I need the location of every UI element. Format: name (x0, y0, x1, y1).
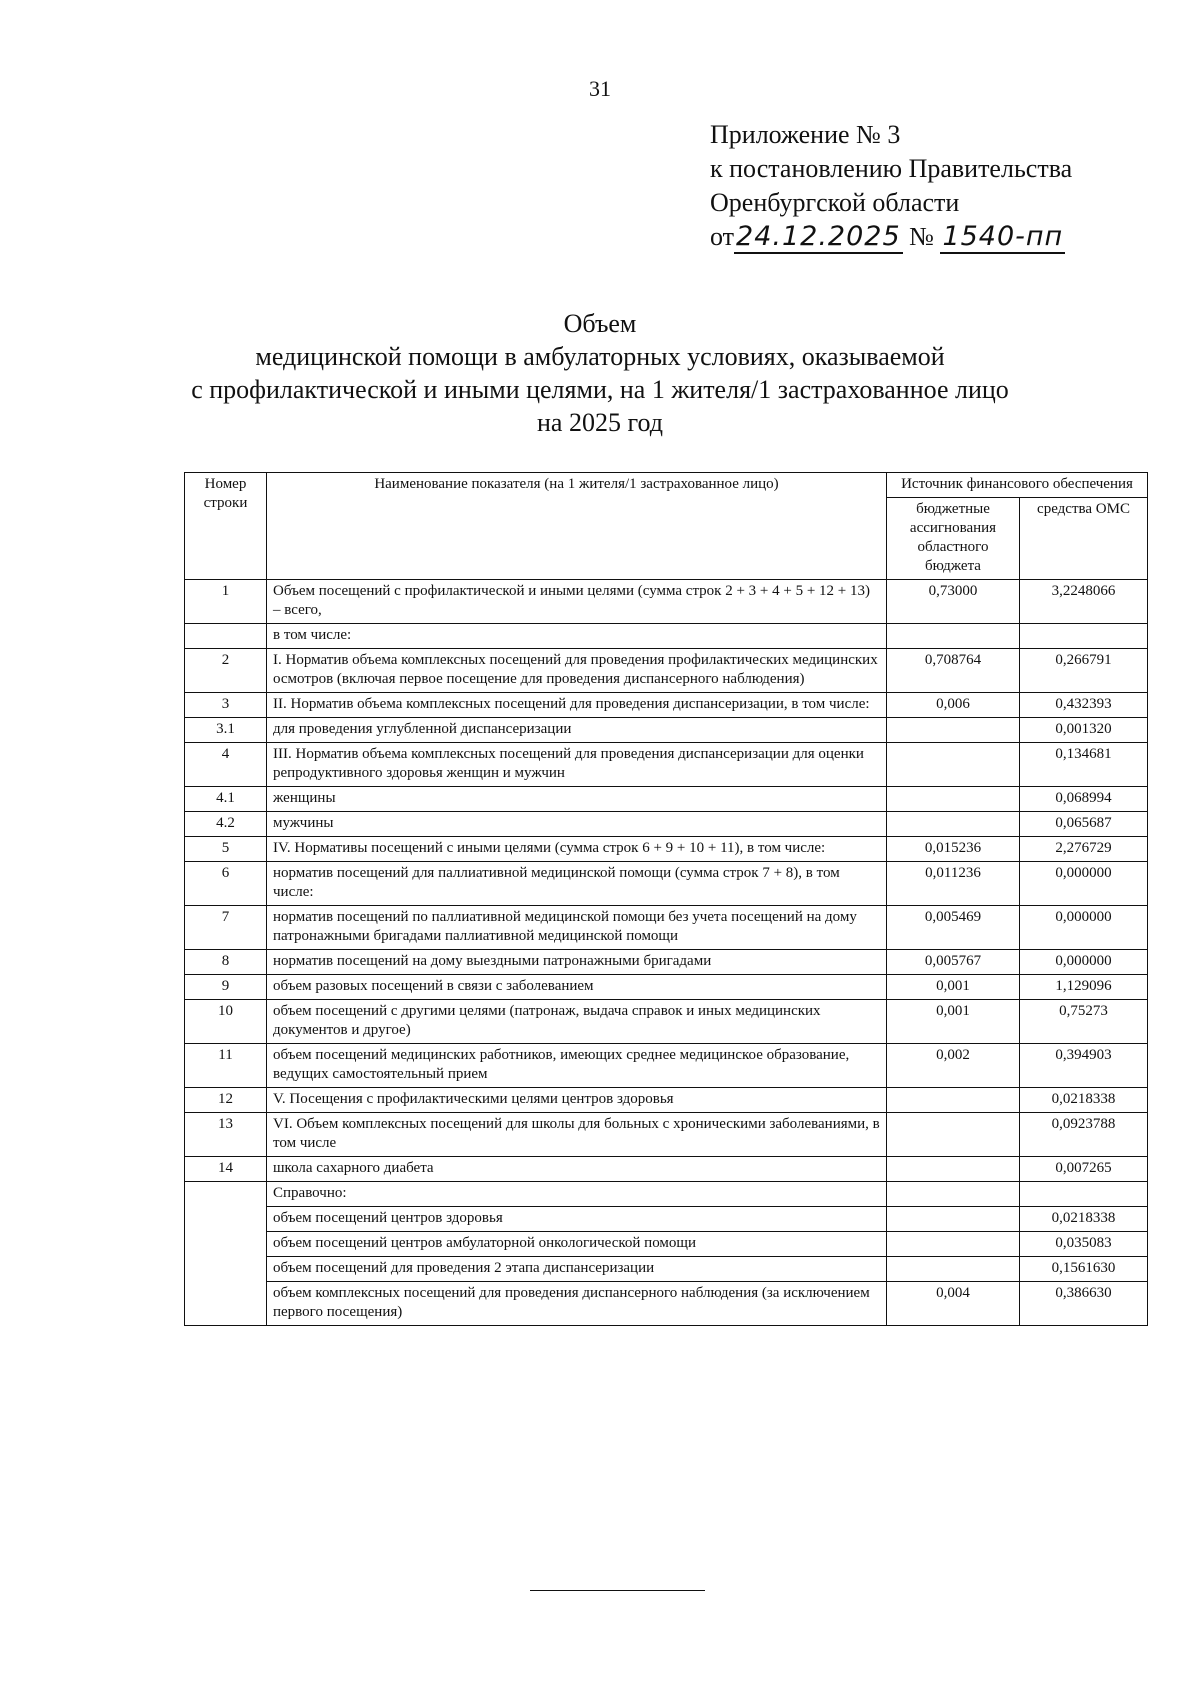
oms-cell: 0,065687 (1020, 812, 1148, 837)
budget-cell (887, 718, 1020, 743)
oms-cell: 0,000000 (1020, 862, 1148, 906)
table-row (185, 1088, 1148, 1113)
row-number-cell: 7 (185, 906, 267, 950)
oms-cell: 3,2248066 (1020, 580, 1148, 624)
table-row (185, 1044, 1148, 1088)
row-number-cell (185, 624, 267, 649)
oms-cell (1020, 624, 1148, 649)
budget-cell (887, 743, 1020, 787)
budget-cell (887, 1113, 1020, 1157)
table-row (185, 718, 1148, 743)
row-number-cell: 5 (185, 837, 267, 862)
budget-cell: 0,004 (887, 1282, 1020, 1326)
budget-cell (887, 1182, 1020, 1207)
indicator-cell: школа сахарного диабета (267, 1157, 887, 1182)
row-number-cell: 14 (185, 1157, 267, 1182)
indicator-cell: II. Норматив объема комплексных посещений для проведения диспансеризации, в том числе: (267, 693, 887, 718)
indicator-cell: III. Норматив объема комплексных посещений для проведения диспансеризации для оценки репродуктивного здоровья женщин и мужчин (267, 743, 887, 787)
row-number-cell: 4.2 (185, 812, 267, 837)
budget-cell (887, 787, 1020, 812)
indicator-cell: VI. Объем комплексных посещений для школы для больных с хроническими заболеваниями, в том числе (267, 1113, 887, 1157)
appendix-region: Оренбургской области (710, 188, 960, 217)
oms-cell: 0,394903 (1020, 1044, 1148, 1088)
oms-cell: 0,386630 (1020, 1282, 1148, 1326)
budget-cell: 0,011236 (887, 862, 1020, 906)
reference-row (185, 1232, 1148, 1257)
oms-cell: 0,000000 (1020, 906, 1148, 950)
table-body (185, 580, 1148, 1326)
indicator-cell: объем комплексных посещений для проведения диспансерного наблюдения (за исключением первого посещения) (267, 1282, 887, 1326)
date-prefix: от (710, 222, 735, 251)
handwritten-number: 1540-пп (942, 221, 1064, 252)
oms-cell: 0,068994 (1020, 787, 1148, 812)
indicator-cell: для проведения углубленной диспансеризации (267, 718, 887, 743)
budget-cell (887, 1257, 1020, 1282)
table-row (185, 1000, 1148, 1044)
indicator-cell: мужчины (267, 812, 887, 837)
indicator-cell: объем посещений с другими целями (патронаж, выдача справок и иных медицинских документов и другое) (267, 1000, 887, 1044)
oms-cell: 0,266791 (1020, 649, 1148, 693)
row-number-cell: 8 (185, 950, 267, 975)
budget-cell: 0,006 (887, 693, 1020, 718)
table-row (185, 580, 1148, 624)
page-number: 31 (589, 76, 611, 101)
row-number-cell: 1 (185, 580, 267, 624)
header-indicator: Наименование показателя (на 1 жителя/1 застрахованное лицо) (267, 473, 887, 580)
title-line-4: на 2025 год (537, 408, 663, 437)
appendix-date-line (710, 220, 1072, 254)
reference-row (185, 1207, 1148, 1232)
indicator-cell: I. Норматив объема комплексных посещений для проведения профилактических медицинских осмотров (включая первое посещение для проведения диспансерного наблюдения) (267, 649, 887, 693)
indicator-cell: объем посещений медицинских работников, имеющих среднее медицинское образование, ведущих самостоятельный прием (267, 1044, 887, 1088)
row-number-cell: 4 (185, 743, 267, 787)
title-line-1: Объем (563, 309, 637, 338)
oms-cell: 0,75273 (1020, 1000, 1148, 1044)
reference-number-cell (185, 1182, 267, 1326)
oms-cell: 0,134681 (1020, 743, 1148, 787)
appendix-block (710, 118, 1072, 254)
title-line-2: медицинской помощи в амбулаторных условиях, оказываемой (255, 342, 945, 371)
reference-row (185, 1257, 1148, 1282)
indicator-cell: норматив посещений на дому выездными патронажными бригадами (267, 950, 887, 975)
oms-cell: 0,035083 (1020, 1232, 1148, 1257)
indicator-cell: объем посещений для проведения 2 этапа диспансеризации (267, 1257, 887, 1282)
indicator-cell: IV. Нормативы посещений с иными целями (сумма строк 6 + 9 + 10 + 11), в том числе: (267, 837, 887, 862)
budget-cell: 0,015236 (887, 837, 1020, 862)
document-title (0, 307, 1200, 439)
row-number-cell: 4.1 (185, 787, 267, 812)
indicator-cell: V. Посещения с профилактическими целями центров здоровья (267, 1088, 887, 1113)
oms-cell: 0,0218338 (1020, 1207, 1148, 1232)
indicator-cell: Объем посещений с профилактической и иными целями (сумма строк 2 + 3 + 4 + 5 + 12 + 13) – всего, (267, 580, 887, 624)
budget-cell: 0,005767 (887, 950, 1020, 975)
table-row (185, 1157, 1148, 1182)
table-row (185, 906, 1148, 950)
budget-cell: 0,708764 (887, 649, 1020, 693)
budget-cell: 0,002 (887, 1044, 1020, 1088)
oms-cell: 2,276729 (1020, 837, 1148, 862)
budget-cell (887, 812, 1020, 837)
budget-cell: 0,005469 (887, 906, 1020, 950)
row-number-cell: 12 (185, 1088, 267, 1113)
appendix-resolution: к постановлению Правительства (710, 154, 1073, 183)
table-row (185, 975, 1148, 1000)
table-row (185, 624, 1148, 649)
budget-cell (887, 1088, 1020, 1113)
oms-cell: 0,001320 (1020, 718, 1148, 743)
row-number-cell: 13 (185, 1113, 267, 1157)
reference-row (185, 1282, 1148, 1326)
budget-cell: 0,73000 (887, 580, 1020, 624)
table-row (185, 950, 1148, 975)
indicator-cell: женщины (267, 787, 887, 812)
reference-label: Справочно: (267, 1182, 887, 1207)
row-number-cell: 3 (185, 693, 267, 718)
reference-header-row (185, 1182, 1148, 1207)
table-row (185, 812, 1148, 837)
budget-cell (887, 1232, 1020, 1257)
indicator-cell: объем разовых посещений в связи с заболеванием (267, 975, 887, 1000)
table-row (185, 787, 1148, 812)
table-row (185, 649, 1148, 693)
budget-cell: 0,001 (887, 975, 1020, 1000)
oms-cell: 0,1561630 (1020, 1257, 1148, 1282)
title-line-3: с профилактической и иными целями, на 1 жителя/1 застрахованное лицо (191, 375, 1009, 404)
oms-cell: 1,129096 (1020, 975, 1148, 1000)
appendix-title: Приложение № 3 (710, 120, 901, 149)
indicator-cell: норматив посещений по паллиативной медицинской помощи без учета посещений на дому патронажными бригадами паллиативной медицинской помощи (267, 906, 887, 950)
handwritten-date: 24.12.2025 (736, 221, 901, 252)
table-row (185, 837, 1148, 862)
header-budget: бюджетные ассигнования областного бюджета (887, 498, 1020, 580)
budget-cell (887, 624, 1020, 649)
oms-cell (1020, 1182, 1148, 1207)
table-row (185, 1113, 1148, 1157)
budget-cell (887, 1157, 1020, 1182)
row-number-cell: 10 (185, 1000, 267, 1044)
budget-cell: 0,001 (887, 1000, 1020, 1044)
indicator-cell: в том числе: (267, 624, 887, 649)
header-oms: средства ОМС (1020, 498, 1148, 580)
oms-cell: 0,0218338 (1020, 1088, 1148, 1113)
table-row (185, 862, 1148, 906)
oms-cell: 0,000000 (1020, 950, 1148, 975)
budget-cell (887, 1207, 1020, 1232)
row-number-cell: 3.1 (185, 718, 267, 743)
header-source: Источник финансового обеспечения (887, 473, 1148, 498)
row-number-cell: 6 (185, 862, 267, 906)
oms-cell: 0,007265 (1020, 1157, 1148, 1182)
footer-divider (530, 1590, 705, 1591)
number-prefix: № (909, 222, 934, 251)
indicator-cell: норматив посещений для паллиативной медицинской помощи (сумма строк 7 + 8), в том числе: (267, 862, 887, 906)
header-row-number: Номер строки (185, 473, 267, 580)
table-row (185, 693, 1148, 718)
row-number-cell: 9 (185, 975, 267, 1000)
table-row (185, 743, 1148, 787)
row-number-cell: 11 (185, 1044, 267, 1088)
oms-cell: 0,0923788 (1020, 1113, 1148, 1157)
oms-cell: 0,432393 (1020, 693, 1148, 718)
indicator-cell: объем посещений центров амбулаторной онкологической помощи (267, 1232, 887, 1257)
row-number-cell: 2 (185, 649, 267, 693)
volume-table (184, 472, 1148, 1326)
indicator-cell: объем посещений центров здоровья (267, 1207, 887, 1232)
